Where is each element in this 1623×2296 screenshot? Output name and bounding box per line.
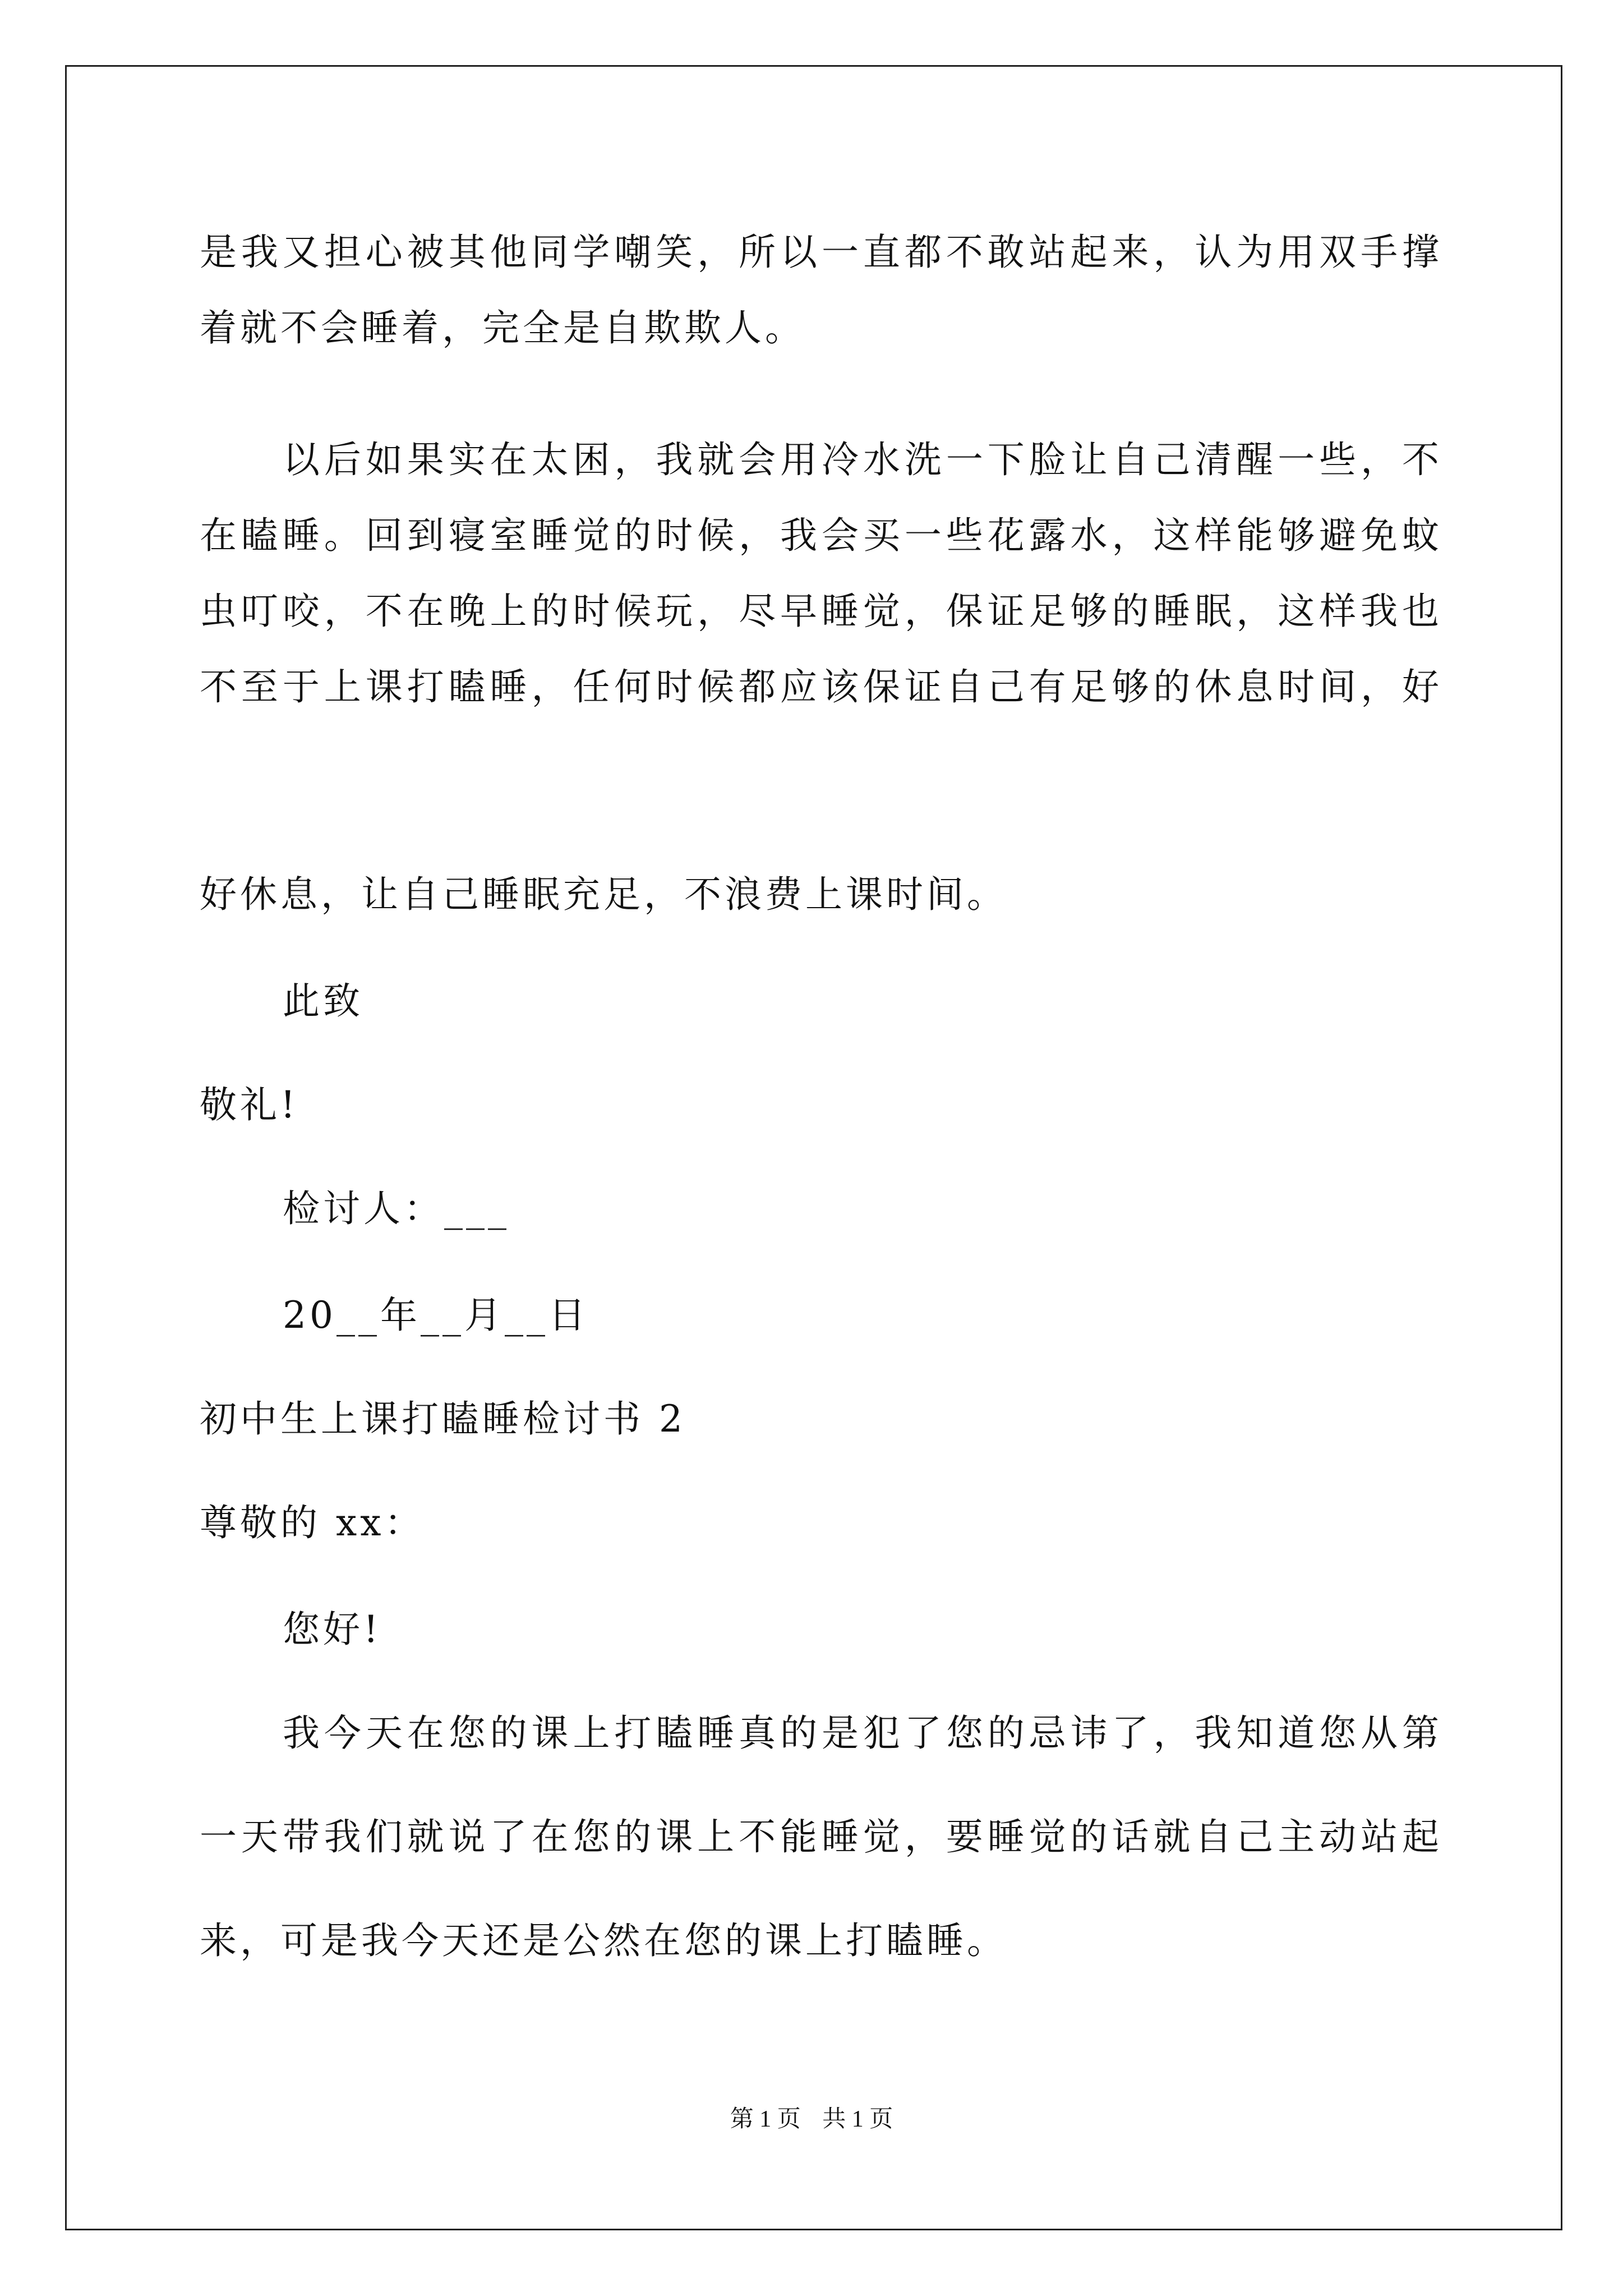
salutation-closing: 敬礼!	[200, 1083, 299, 1126]
text-line: 来，可是我今天还是公然在您的课上打瞌睡。	[200, 1919, 1007, 1962]
signature-line: 检讨人：___	[283, 1187, 510, 1230]
text-line: 是我又担心被其他同学嘲笑，所以一直都不敢站起来，认为用双手撑	[200, 231, 1439, 274]
text-line: 我今天在您的课上打瞌睡真的是犯了您的忌讳了，我知道您从第	[283, 1711, 1439, 1755]
text-line: 一天带我们就说了在您的课上不能睡觉，要睡觉的话就自己主动站起	[200, 1815, 1439, 1858]
text-line: 虫叮咬，不在晚上的时候玩，尽早睡觉，保证足够的睡眠，这样我也	[200, 590, 1439, 633]
text-line: 以后如果实在太困，我就会用冷水洗一下脸让自己清醒一些，不	[283, 438, 1439, 481]
page-border	[65, 65, 1562, 2230]
recipient-line: 尊敬的 xx：	[200, 1501, 425, 1544]
closing-phrase: 此致	[283, 979, 363, 1023]
text-line: 不至于上课打瞌睡，任何时候都应该保证自己有足够的休息时间，好	[200, 665, 1439, 708]
section-title: 初中生上课打瞌睡检讨书 2	[200, 1397, 686, 1441]
page-footer	[0, 2102, 1623, 2136]
page-total: 共 1 页	[822, 2106, 893, 2132]
text-line: 着就不会睡着，完全是自欺欺人。	[200, 306, 805, 349]
page-number: 第 1 页	[730, 2106, 801, 2132]
greeting-line: 您好!	[283, 1608, 382, 1651]
text-line: 好休息，让自己睡眠充足，不浪费上课时间。	[200, 873, 1007, 916]
date-line: 20__年__月__日	[283, 1294, 589, 1337]
text-line: 在瞌睡。回到寝室睡觉的时候，我会买一些花露水，这样能够避免蚊	[200, 514, 1439, 557]
